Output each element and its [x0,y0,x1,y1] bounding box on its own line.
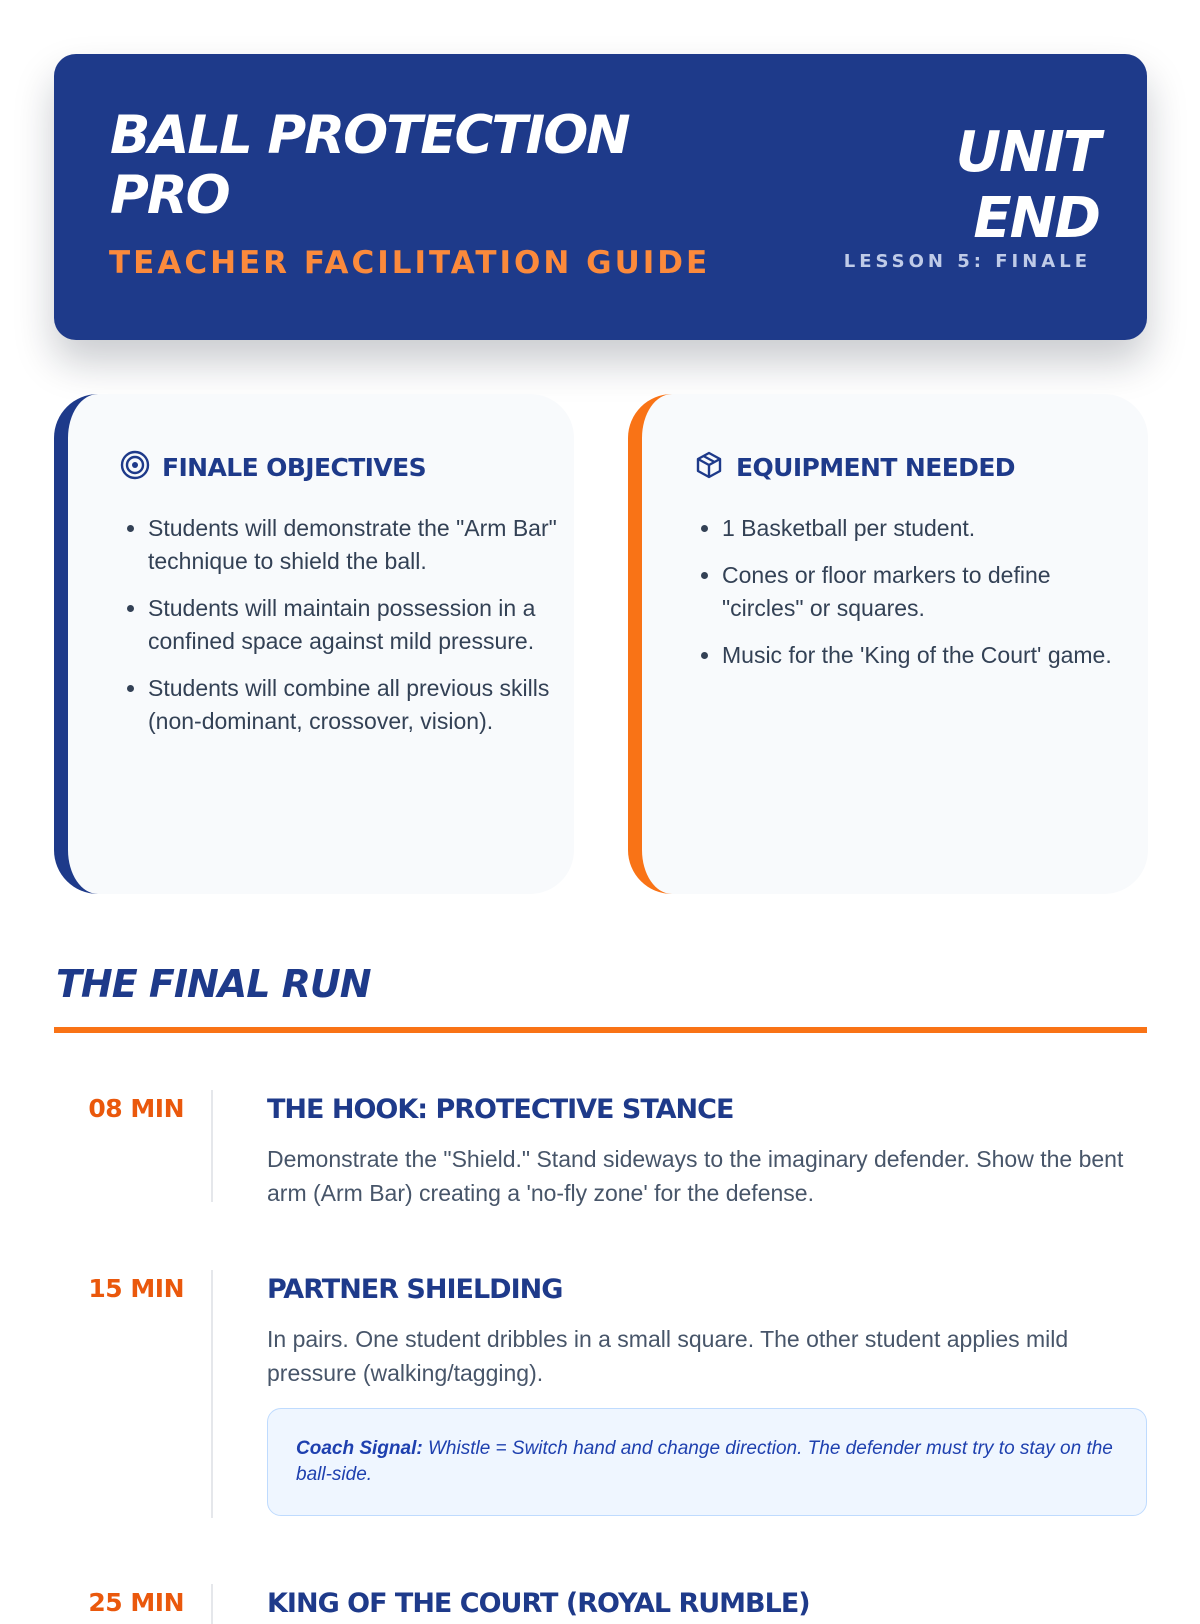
objectives-header [120,450,426,485]
coach-signal-label: Coach Signal: [296,1438,423,1459]
objectives-card [54,394,574,894]
timeline-line [211,1584,213,1624]
timeline-line [211,1270,213,1518]
timeline-step [54,1584,1147,1624]
equipment-header [694,450,1015,485]
step-duration: 15 MIN [88,1274,184,1303]
step-title: THE HOOK: PROTECTIVE STANCE [267,1094,734,1125]
list-item: • Cones or floor markers to define "circles" or squares. [722,559,1132,625]
list-item: • 1 Basketball per student. [722,512,1132,545]
objectives-list [120,512,558,752]
unit-label: UNIT END [955,120,1099,251]
list-item: • Students will combine all previous skills (non-dominant, crossover, vision). [148,672,558,738]
timeline-line [211,1090,213,1202]
box-icon [694,450,724,485]
lesson-label: LESSON 5: FINALE [843,251,1091,272]
section-divider [54,1027,1147,1033]
coach-signal-text: Whistle = Switch hand and change direction. The defender must try to stay on the ball-side. [296,1438,1113,1485]
list-item: • Music for the 'King of the Court' game. [722,639,1132,672]
objectives-title: FINALE OBJECTIVES [162,453,426,482]
target-icon [120,450,150,485]
header-banner [54,54,1147,340]
equipment-title: EQUIPMENT NEEDED [736,453,1015,482]
equipment-card [628,394,1148,894]
page-subtitle: TEACHER FACILITATION GUIDE [109,245,711,281]
timeline-step [54,1270,1147,1520]
step-duration: 08 MIN [88,1094,184,1123]
step-title: KING OF THE COURT (ROYAL RUMBLE) [267,1588,810,1619]
step-description: Demonstrate the "Shield." Stand sideways to the imaginary defender. Show the bent arm (Arm Bar) creating a 'no-fly zone' for the defense. [267,1146,1124,1206]
timeline-step [54,1090,1147,1206]
page-title: BALL PROTECTION PRO [110,105,629,226]
step-description: In pairs. One student dribbles in a small square. The other student applies mild pressure (walking/tagging). [267,1326,1069,1386]
list-item: • Students will demonstrate the "Arm Bar" technique to shield the ball. [148,512,558,578]
step-duration: 25 MIN [88,1588,184,1617]
list-item: • Students will maintain possession in a confined space against mild pressure. [148,592,558,658]
step-title: PARTNER SHIELDING [267,1274,563,1305]
section-title: THE FINAL RUN [56,962,371,1006]
coach-signal-callout [267,1408,1147,1516]
equipment-list [694,512,1132,686]
